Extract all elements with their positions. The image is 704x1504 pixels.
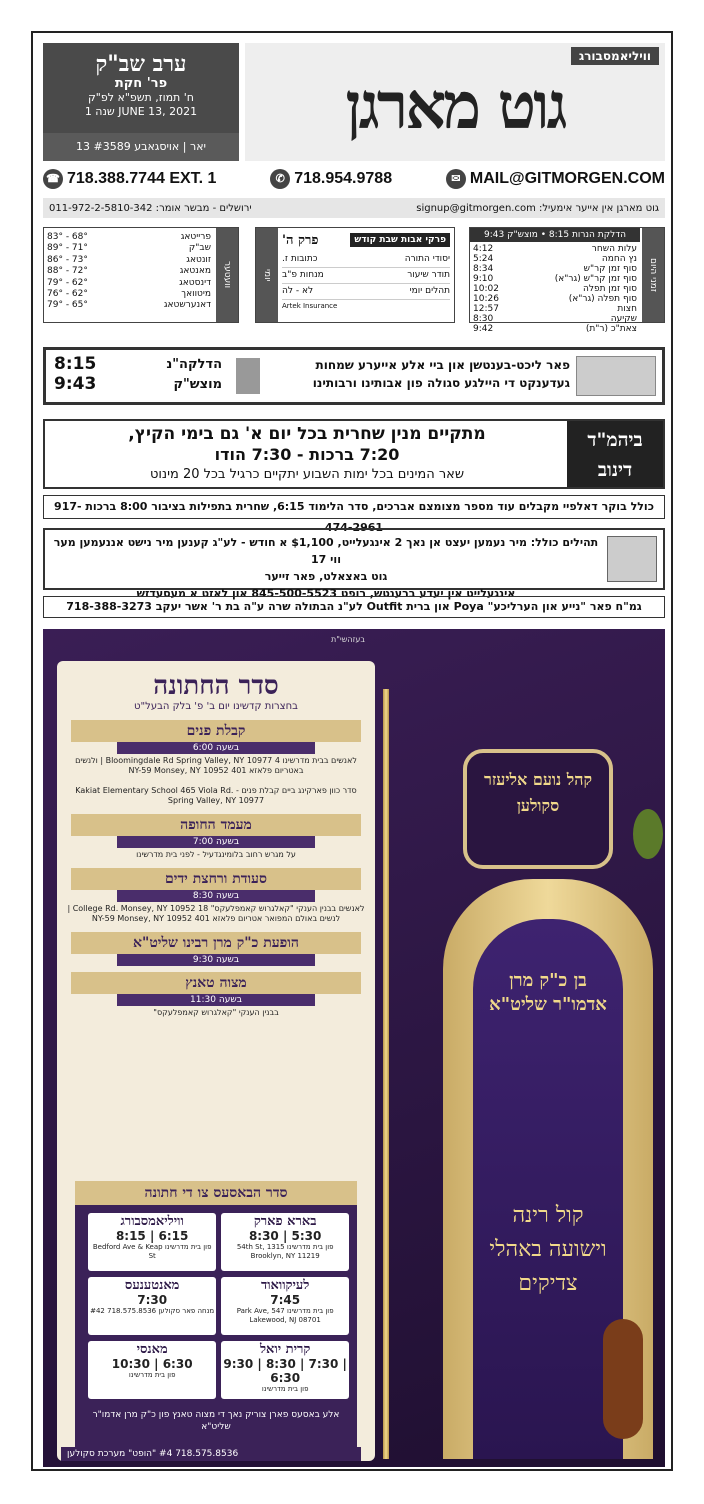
schedule-section [57, 868, 375, 926]
erev-shabbos: ערב שב"ק [95, 51, 187, 77]
tehilim-line-2: אינגעלייט אין יעדע ברענטש, רופט 845-500-5523 און לאזט א מעסעדזש [136, 587, 516, 600]
learning-name: יסודי התורה [404, 254, 450, 264]
bezras-hashem: בעזהשי"ת [330, 635, 365, 644]
section-details: לאנשים בבית מדרשינו 4 Bloomingdale Rd Spring Valley, NY 10977 | ולנשים באטריום פלאזא 401 NY-59 Monsey, NY 10952 [75, 756, 357, 775]
city-times: 7:30 [137, 1293, 168, 1307]
city-grid [83, 1213, 349, 1403]
zmanim-list [470, 244, 640, 334]
mail-icon: ✉ [446, 169, 466, 189]
zman-time: 10:02 [473, 284, 499, 294]
daily-learning-box [255, 227, 455, 323]
banner-line-2: געדענקט די היילגע סגולה פון אבותינו ורבותינו [312, 376, 570, 390]
zman-name: סוף זמן קר"ש (גר"א) [554, 274, 637, 284]
learning-name: תהלים יומי [409, 286, 450, 296]
schedule-section [57, 972, 375, 1020]
section-heading: מעמד החופה [71, 814, 361, 836]
schedule-section [57, 784, 375, 808]
phone-main[interactable]: ☎ 718.388.7744 EXT. 1 [43, 169, 216, 189]
schedule-section [57, 720, 375, 778]
kosel-image [576, 356, 656, 396]
bus-schedule [75, 1181, 357, 1449]
schedule-title: סדר החתונה [153, 671, 279, 701]
city-name: קרית יואל [259, 1342, 311, 1357]
zman-row [470, 264, 640, 274]
signup-bar [43, 198, 665, 218]
zman-name: סוף תפלה (גר"א) [568, 294, 637, 304]
zmanim-label: זמני היום [642, 228, 664, 322]
city-name: מאנטענעס [124, 1278, 180, 1293]
zman-name: סוף זמן תפלה [583, 284, 637, 294]
weather-day: דאנערשטאג [163, 300, 211, 311]
bus-title: סדר הבאסעס צו די חתונה [75, 1181, 357, 1205]
gold-pole [383, 689, 389, 1459]
section-details: סדר כוון פארקינג ביים קבלת פנים - Kakiat Elementary School 465 Viola Rd. Spring Valley, NY 10977 [75, 786, 357, 805]
schedule-sections [57, 720, 375, 1020]
section-time: בשעה 11:30 [117, 994, 315, 1006]
schedule-subtitle: בחצרות קדשינו יום ב' פ' בלק הבעל"ט [134, 701, 298, 712]
shul-name: ביהמ"ד דינוב [567, 421, 663, 487]
section-details: על מגרש רחוב בלומינגדעיל - לפני בית מדרשינו [136, 850, 296, 859]
minyan-announcement [43, 419, 665, 489]
weather-row [44, 289, 214, 300]
weather-temp: 89° - 71° [47, 243, 88, 254]
weather-row [44, 255, 214, 266]
weather-temp: 76° - 62° [47, 289, 88, 300]
section-time: בשעה 6:00 [117, 742, 315, 754]
candle-lighting-header: הדלקת הנרות 8:15 • מוצש"ק 9:43 [470, 228, 640, 242]
section-heading: מצוה טאנץ [71, 972, 361, 994]
tehilim-logo [607, 536, 657, 582]
zman-row [470, 294, 640, 304]
city-details: פון בית מדרשינו Bedford Ave & Keap St [92, 1243, 212, 1260]
weather-row [44, 300, 214, 311]
learning-rows [282, 252, 450, 300]
fax-icon: ✆ [270, 169, 290, 189]
bus-city-card [88, 1277, 216, 1335]
schedule-section [57, 932, 375, 966]
city-details: פון בית מדרשינו 1315 54th St, Brooklyn, NY 11219 [236, 1243, 334, 1260]
tehilim-ad [43, 528, 665, 600]
zman-row [470, 314, 640, 324]
lighting-time: 8:15 [54, 354, 97, 374]
signup-line[interactable]: signup@gitmorgen.com :גוט מארגן אין אייער אימעיל [416, 202, 659, 214]
learning-value: מנחות פ"ב [282, 270, 324, 280]
minyan-line-2: 7:20 ברכות - 7:30 הודו [214, 445, 400, 464]
zman-row [470, 324, 640, 334]
learning-row [282, 252, 450, 268]
learning-row [282, 268, 450, 284]
zman-row [470, 304, 640, 314]
weather-label: וועטער [216, 228, 238, 322]
section-heading: סעודת ורחצת ידים [71, 868, 361, 890]
parsha-name: פר' חקת [114, 76, 168, 91]
learning-value: כתובות ז. [282, 254, 318, 264]
city-times: 9:30 | 8:30 | 7:30 | 6:30 [223, 1357, 347, 1385]
motzei-time: 9:43 [54, 374, 97, 394]
bus-note: אלע באסעס פארן צוריק נאך די מצוה טאנץ פון כ"ק מרן אדמו"ר שליט"א [92, 1410, 340, 1432]
newspaper-page [31, 31, 673, 1471]
kollel-ad: כולל בוקר דאלפיי מקבלים עוד מספר מצומצם אברכים, סדר הלימוד 6:15, שחרית בתפילות בציבור 8:00 ברכות 917-474-2961 [43, 495, 665, 519]
chosen-name: בן כ"ק מרן אדמו"ר שליט"א [489, 970, 607, 1015]
zman-time: 8:34 [473, 264, 494, 274]
weather-list [44, 232, 214, 312]
city-details: פון בית מדרשינו 547 Park Ave, Lakewood, NJ 08701 [236, 1307, 334, 1324]
bus-city-card [88, 1213, 216, 1271]
newspaper-logo: גוט מארגן [345, 69, 565, 144]
email-link[interactable]: ✉ MAIL@GITMORGEN.COM [446, 169, 665, 189]
section-heading: קבלת פנים [71, 720, 361, 742]
bus-city-card [221, 1213, 349, 1271]
city-times: 7:45 [270, 1293, 301, 1307]
section-details: בבנין הענקי "קאלגרוש קאמפלעקס" [153, 1008, 279, 1017]
zman-row [470, 284, 640, 294]
city-name: בארא פארק [253, 1214, 317, 1229]
weather-row [44, 232, 214, 243]
bus-city-card [221, 1277, 349, 1335]
zman-row [470, 244, 640, 254]
city-times: 8:15 | 6:15 [115, 1229, 189, 1243]
contact-bar [43, 167, 665, 191]
bus-city-card [88, 1341, 216, 1399]
zman-name: שקיעה [610, 314, 637, 324]
section-details: לאנשים בבנין הענקי "קאלגרוש קאמפלעקס" 18 College Rd. Monsey, NY 10952 | לנשים באולם המפואר אטריום פלאזא 401 NY-59 Monsey, NY 10952 [67, 904, 365, 923]
city-details: פון בית מדרשינו [128, 1371, 176, 1379]
motto: קול רינה וישועה באהלי צדיקים [489, 1203, 607, 1296]
english-date: JUNE 13, 2021 שנה 1 [84, 105, 198, 118]
gemach-ad: גמ"ח פאר "נייע און הערליכע" Poya און ברית Outfit לע"נ הבתולה שרה ע"ה בת ר' אשר יעקב 718-388-3273 [43, 596, 665, 618]
learning-value: לא - לה [282, 286, 314, 296]
weather-day: שב"ק [188, 243, 211, 254]
sponsor-logo: Artek Insurance [282, 302, 338, 310]
learning-label: יומי [256, 228, 278, 322]
zman-name: צאת"כ (ר"ת) [585, 324, 637, 334]
perek-label: פרק ה' [282, 233, 319, 248]
zman-time: 4:12 [473, 244, 494, 254]
city-name: וויליאמסבורג [120, 1214, 184, 1229]
zman-name: עלות השחר [591, 244, 637, 254]
grapes-image [633, 809, 663, 859]
candle-lighting-banner [43, 347, 665, 405]
weather-day: דינסטאג [179, 277, 211, 288]
zman-time: 5:24 [473, 254, 494, 264]
weather-temp: 86° - 73° [47, 254, 88, 265]
learning-row [282, 284, 450, 300]
masthead-logo-area [245, 43, 665, 161]
zman-time: 8:30 [473, 314, 494, 324]
wedding-schedule-scroll [57, 661, 375, 1461]
city-name: לעיקוואוד [260, 1278, 310, 1293]
pirkei-avos-head: פרקי אבות שבת קודש [350, 233, 450, 247]
weather-temp: 88° - 72° [47, 266, 88, 277]
violin-image [603, 1319, 643, 1439]
weather-temp: 83° - 68° [47, 232, 88, 242]
zman-name: נץ החמה [601, 254, 637, 264]
wedding-ad [43, 629, 665, 1467]
kahal-frame: קהל נועם אליעזר סקולען [463, 749, 613, 869]
tehilim-line-1: תהילים כולל: מיר נעמען יעצט אן נאך 2 אינגעלייט, $1,100 א חודש - לע"ג קענען מיר נישט אננעמען מער ווי 17 [53, 536, 599, 566]
city-times: 8:30 | 5:30 [248, 1229, 322, 1243]
weather-temp: 79° - 65° [47, 300, 88, 311]
weather-row [44, 278, 214, 289]
issue-info-block [43, 43, 239, 161]
ad-footer: 718.575.8536 #4 "הופט" מערכת סקולען [61, 1447, 361, 1461]
city-times: 10:30 | 6:30 [111, 1357, 193, 1371]
banner-line-1: פאר ליכט-בענטשן און ביי אלע אייערע שמחות [315, 358, 570, 372]
candle-box-image [236, 358, 260, 394]
weather-day: פרייטאג [180, 232, 211, 242]
issue-number: 13 יאר | אויסגאבע #3589 [43, 133, 239, 161]
jerusalem-line: 011-972-2-5810-342 :ירושלים - מבשר אומר [49, 202, 252, 214]
zman-time: 10:26 [473, 294, 499, 304]
section-time: בשעה 7:00 [117, 836, 315, 848]
city-details: פון בית מדרשינו [261, 1385, 309, 1393]
zman-time: 9:10 [473, 274, 494, 284]
zmanim-box [469, 227, 665, 334]
learning-name: תודר שיעור [407, 270, 450, 280]
zman-row [470, 274, 640, 284]
bus-city-card [221, 1341, 349, 1399]
weather-day: מיטוואך [181, 289, 211, 300]
minyan-line-1: מתקיים מנין שחרית בכל יום א' גם בימי הקיץ, [128, 424, 486, 444]
hebrew-date: ח' תמוז, תשפ"א לפ"ק [88, 91, 194, 104]
section-time: בשעה 9:30 [117, 954, 315, 966]
section-time: בשעה 8:30 [117, 890, 315, 902]
section-heading: הופעת כ"ק מרן רבינו שליט"א [71, 932, 361, 954]
zman-row [470, 254, 640, 264]
lighting-label: הדלקה"נ [166, 356, 222, 372]
weather-temp: 79° - 62° [47, 277, 88, 288]
weather-day: מאנטאג [179, 266, 211, 277]
weather-row [44, 266, 214, 277]
weather-box [43, 227, 239, 323]
edition-badge: וויליאמסבורג [571, 47, 659, 65]
minyan-line-3: שאר המינים בכל ימות השבוע יתקיים כרגיל בכל 20 מינוט [149, 467, 465, 482]
city-details: מנחה פאר סקולען 718.575.8536 #42 [90, 1307, 215, 1315]
zman-time: 12:57 [473, 304, 499, 314]
weather-day: זונטאג [186, 254, 211, 265]
phone-fax[interactable]: ✆ 718.954.9788 [270, 169, 392, 189]
tehilim-line-3: גוט באצאלט, פאר זייער [264, 570, 388, 583]
zman-name: סוף זמן קר"ש [583, 264, 637, 274]
motzei-label: מוצש"ק [173, 376, 222, 392]
zman-name: חצות [617, 304, 637, 314]
phone-icon: ☎ [43, 169, 63, 189]
schedule-section [57, 814, 375, 862]
zman-time: 9:42 [473, 324, 494, 334]
city-name: מאנסי [136, 1342, 168, 1357]
weather-row [44, 243, 214, 254]
